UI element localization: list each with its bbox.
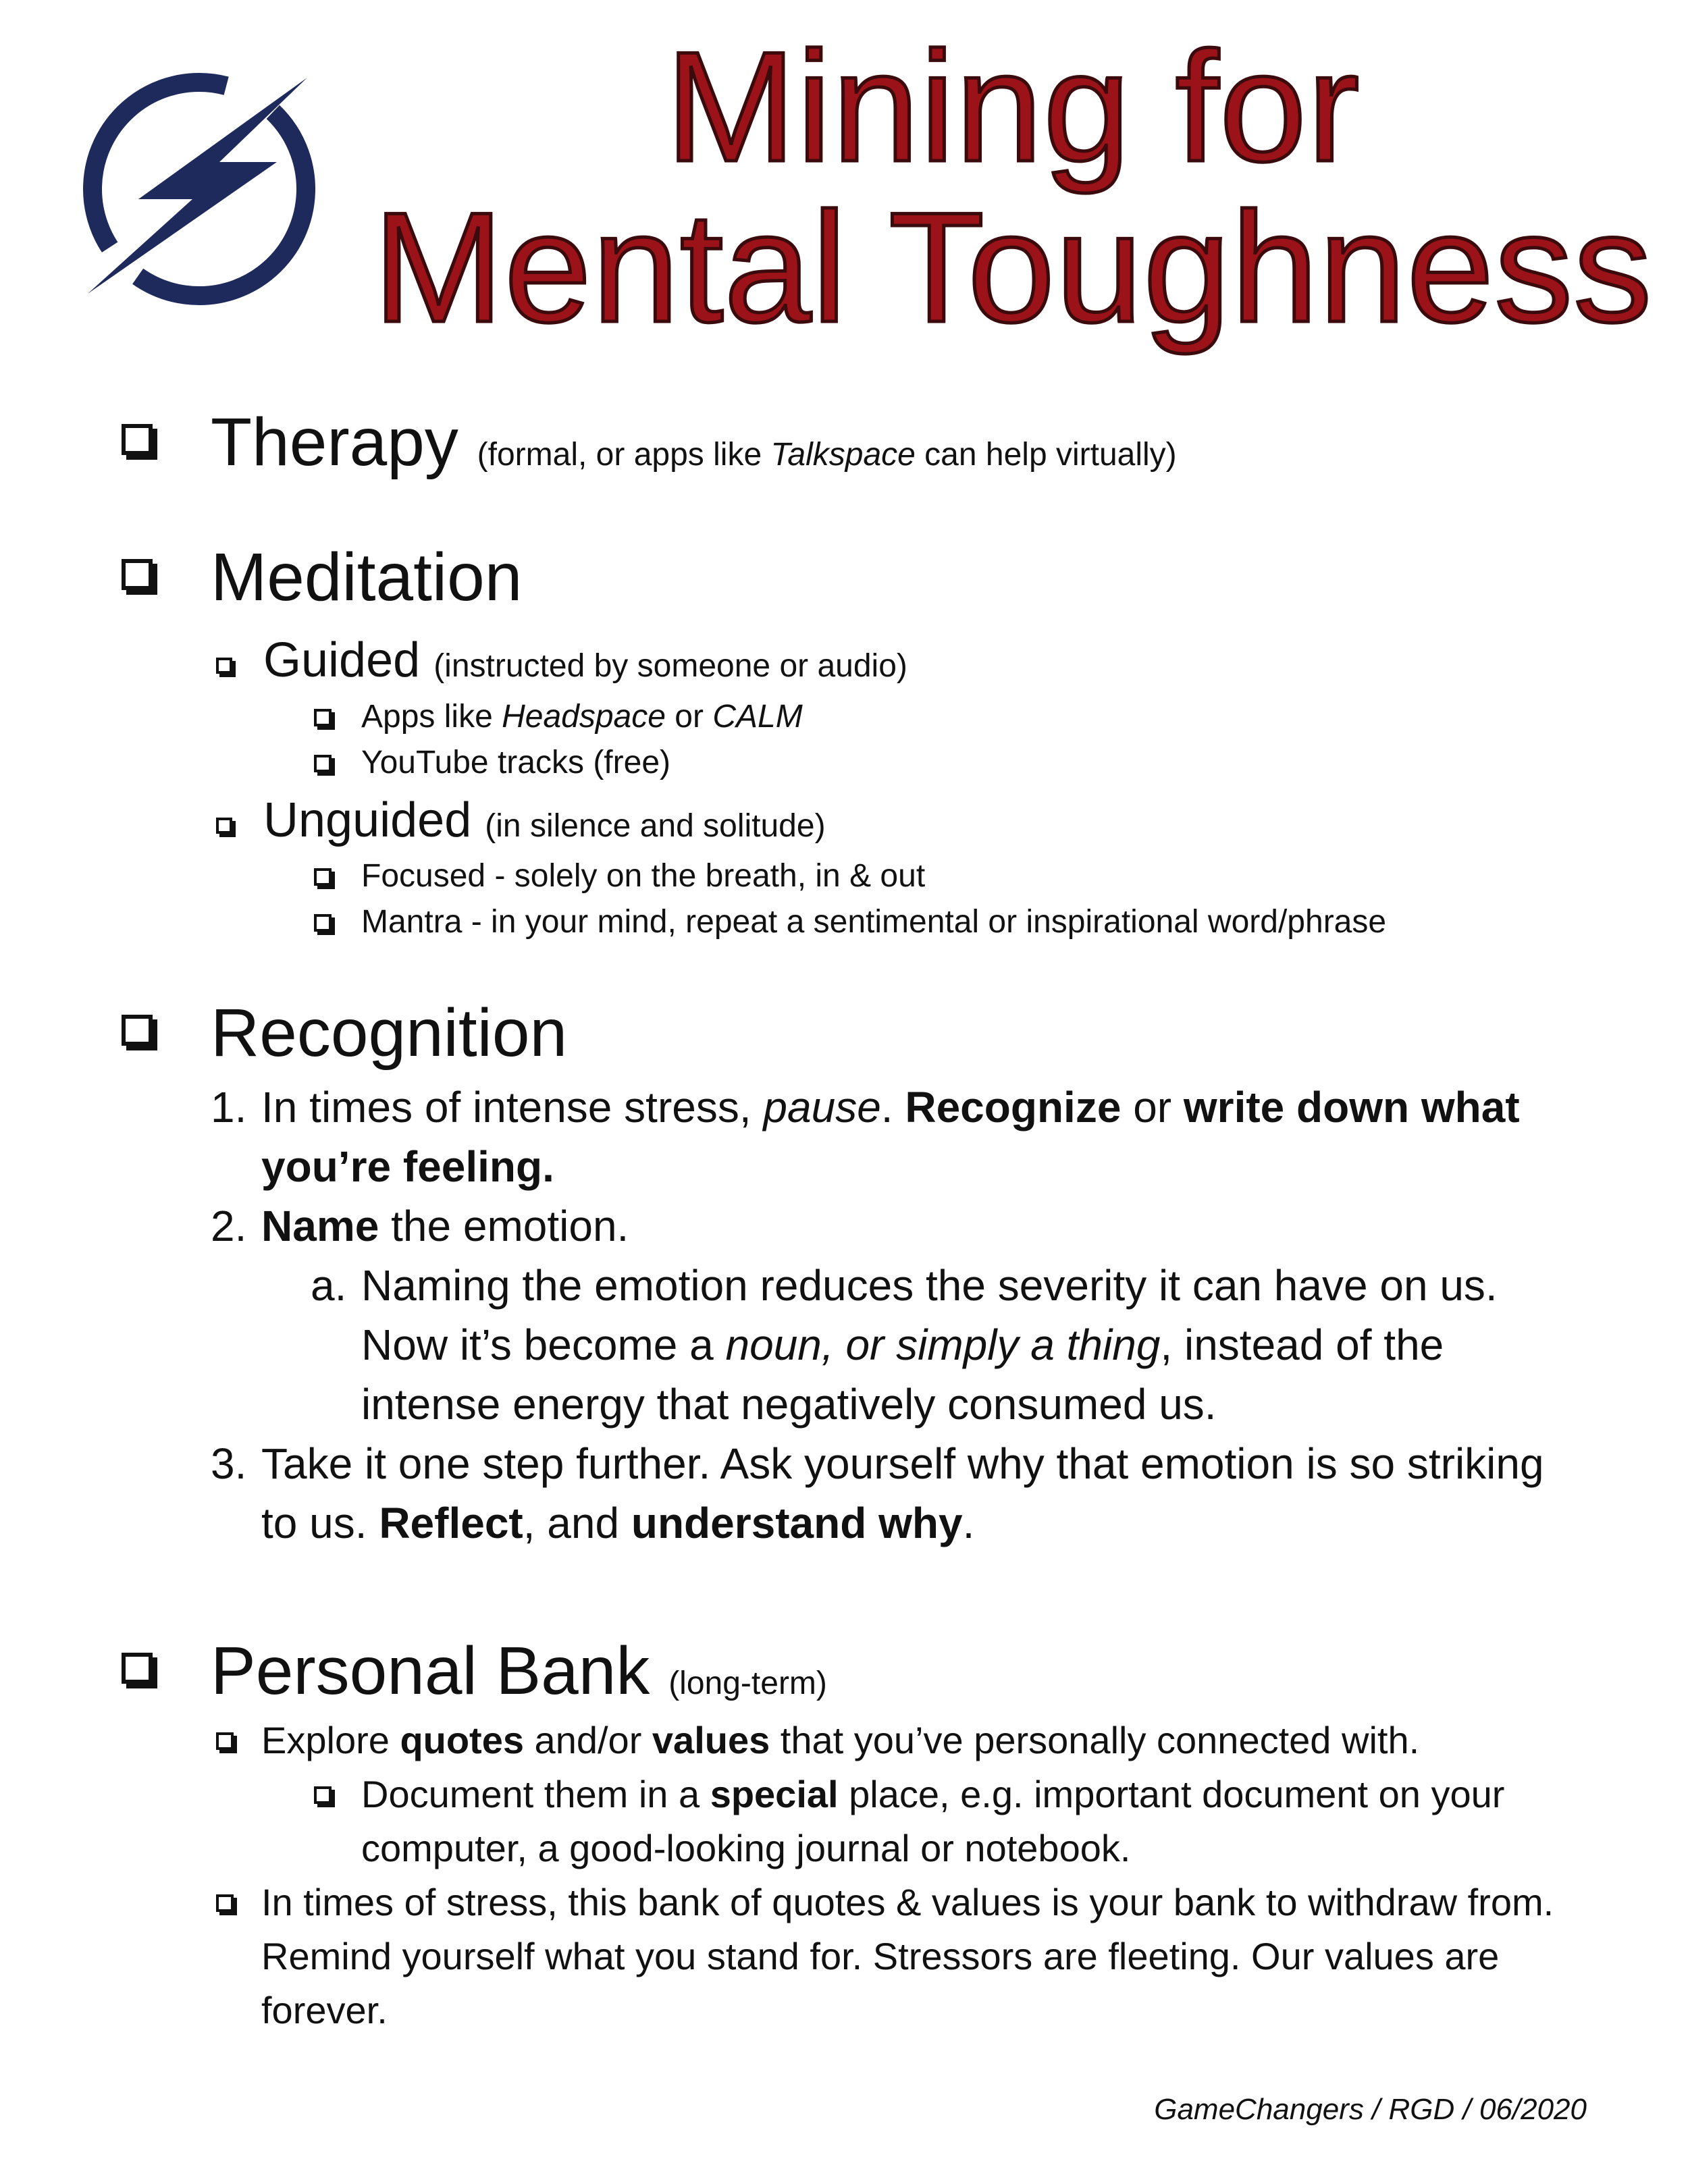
title-line-1: Mining for [665,20,1361,194]
bank-item-document: Document them in a special place, e.g. important document on your [314,1767,1504,1821]
lightning-bolt-circle-logo [74,61,331,317]
guided-item-youtube: YouTube tracks (free) [314,743,670,783]
unguided-item-focused: Focused - solely on the breath, in & out [314,856,925,897]
section-title-recognition: Recognition [211,995,568,1071]
checkbox-guided[interactable] [216,658,232,674]
guided-item-apps: Apps like Headspace or CALM [314,697,803,737]
recognition-step-1: 1. In times of intense stress, pause. Recognize or write down what [211,1083,1520,1131]
unguided-label: Unguided [263,793,472,847]
recognition-step-3: 3. Take it one step further. Ask yourself why that emotion is so striking [211,1439,1544,1488]
checkbox-bank-explore[interactable] [216,1732,234,1750]
recognition-step-2a-line3: intense energy that negatively consumed us. [361,1380,1217,1429]
title-line-2: Mental Toughness [373,180,1653,355]
section-title-meditation: Meditation [211,539,523,615]
recognition-step-2a-line2: Now it’s become a noun, or simply a thing, instead of the [361,1321,1444,1369]
bank-item-explore: Explore quotes and/or values that you’ve personally connected with. [216,1713,1419,1767]
recognition-step-1-cont: you’re feeling. [261,1142,554,1191]
checkbox-guided-apps[interactable] [314,709,332,726]
checkbox-bank-document[interactable] [314,1786,332,1804]
checkbox-guided-youtube[interactable] [314,755,332,772]
meditation-unguided [216,793,826,853]
recognition-step-3-line2: to us. Reflect, and understand why. [261,1499,975,1547]
therapy-note: (formal, or apps like Talkspace can help virtually) [477,437,1177,473]
unguided-item-mantra: Mantra - in your mind, repeat a sentimental or inspirational word/phrase [314,902,1386,942]
checkbox-unguided[interactable] [216,818,232,834]
guided-label: Guided [263,633,421,687]
checkbox-personal-bank[interactable] [122,1653,153,1684]
bank-item-document-line2: computer, a good-looking journal or notebook. [361,1827,1131,1869]
checkbox-unguided-mantra[interactable] [314,914,332,932]
bank-item-stress-line2: Remind yourself what you stand for. Stressors are fleeting. Our values are [261,1935,1500,1977]
meditation-guided [216,633,907,693]
recognition-step-2: 2. Name the emotion. [211,1202,629,1250]
checkbox-therapy[interactable] [122,424,153,455]
unguided-note: (in silence and solitude) [485,808,826,844]
page-title [365,20,1661,355]
checkbox-unguided-focused[interactable] [314,868,332,886]
bank-item-stress-line3: forever. [261,1989,388,2031]
footer-credit: GameChangers / RGD / 06/2020 [1154,2093,1587,2126]
section-title-personal-bank: Personal Bank [211,1633,650,1709]
section-title-therapy: Therapy [211,404,458,480]
checkbox-meditation[interactable] [122,559,153,590]
bank-item-stress: In times of stress, this bank of quotes & values is your bank to withdraw from. [216,1875,1554,1929]
checkbox-bank-stress[interactable] [216,1894,234,1912]
personal-bank-note: (long-term) [668,1666,827,1701]
recognition-step-2a: a. Naming the emotion reduces the severity it can have on us. [311,1261,1498,1310]
checkbox-recognition[interactable] [122,1015,153,1046]
guided-note: (instructed by someone or audio) [433,648,907,684]
